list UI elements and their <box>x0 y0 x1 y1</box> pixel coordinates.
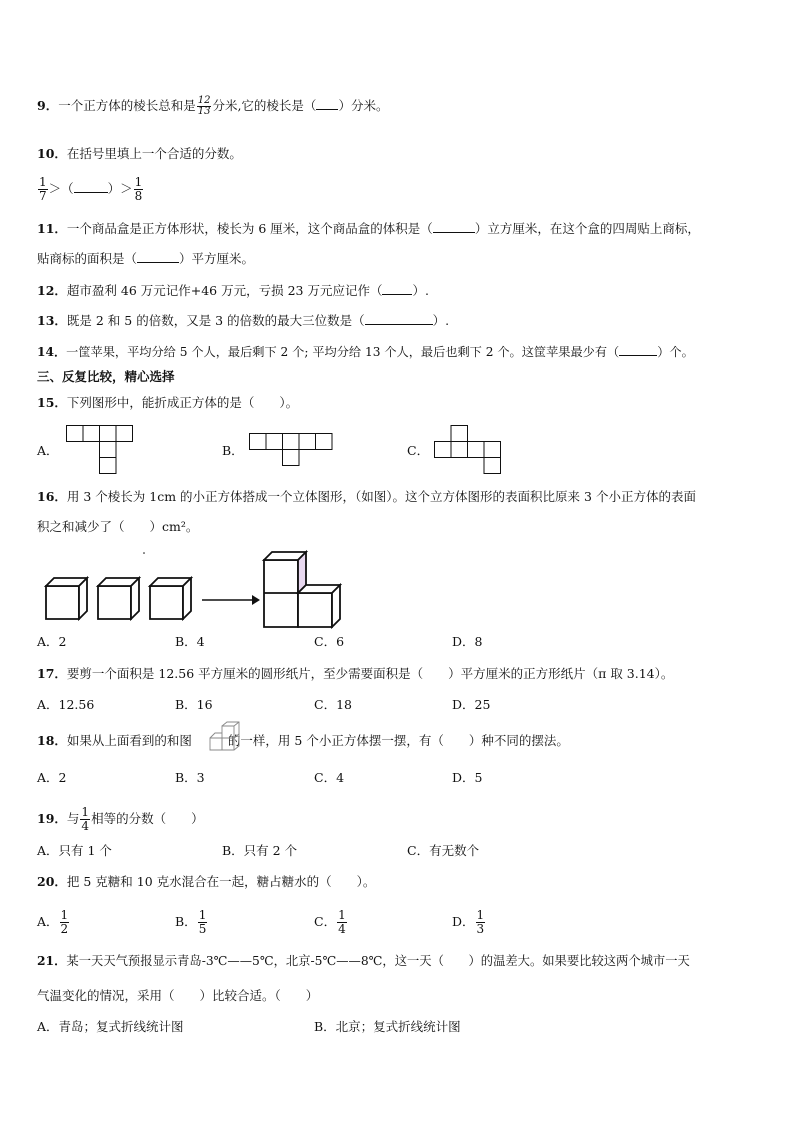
q14-number: 14． <box>37 345 67 359</box>
q15-number: 15． <box>37 395 67 410</box>
q15-option-a-label[interactable]: A． <box>37 443 59 458</box>
q20-number: 20． <box>37 874 67 889</box>
q20-option-a-label: A． <box>37 914 59 929</box>
q19-post: 相等的分数（ ） <box>91 811 204 826</box>
q18-option-c[interactable]: C．4 <box>314 770 345 785</box>
q15-net-b <box>249 433 333 467</box>
q15-net-c-cell <box>484 442 501 458</box>
q15-net-c-cell <box>451 426 468 442</box>
q10-gt-open: ＞（ <box>48 181 74 196</box>
q10-fraction-1: $\frac{1}{7}$ <box>39 175 47 203</box>
q12-text-b: ）. <box>412 283 429 298</box>
q11-blank-2[interactable] <box>137 250 179 263</box>
q16-cubes-figure <box>40 548 350 622</box>
q20-option-d-label: D． <box>452 914 475 929</box>
q13-blank[interactable] <box>365 312 433 325</box>
q21-option-b[interactable]: B．北京；复式折线统计图 <box>314 1019 461 1034</box>
q9-fraction: $\frac{12}{13}$ <box>197 95 211 117</box>
q12-text-a: 超市盈利 46 万元记作+46 万元，亏损 23 万元应记作（ <box>66 283 383 298</box>
q18-small-cubes-figure <box>208 724 244 754</box>
q15-option-c-label[interactable]: C． <box>407 443 430 458</box>
q15-net-b-cell <box>283 450 300 466</box>
q11-line-2 <box>37 250 254 267</box>
question-9 <box>37 96 388 117</box>
question-16-line-1 <box>37 489 696 505</box>
q16-arrow <box>202 595 260 605</box>
q15-net-a-cell <box>67 426 84 442</box>
q10-blank[interactable] <box>74 180 108 193</box>
q18-option-b[interactable]: B．3 <box>175 770 205 785</box>
question-19 <box>37 806 204 833</box>
q15-net-b-cell <box>299 434 316 450</box>
q13-number: 13． <box>37 313 67 328</box>
q16-stray-dot <box>143 552 145 554</box>
q15-option-b-label[interactable]: B． <box>222 443 244 458</box>
q20-option-a[interactable] <box>37 909 70 936</box>
q10-fraction-2: $\frac{1}{8}$ <box>134 175 143 203</box>
q9-text-mid: 分米,它的棱长是（ <box>212 98 317 113</box>
question-21-line-1 <box>37 953 690 969</box>
q11-line2-b: ）平方厘米。 <box>179 251 255 266</box>
q20-option-c-label: C． <box>314 914 337 929</box>
q15-net-b-cell <box>266 434 283 450</box>
q14-blank[interactable] <box>619 343 657 356</box>
q17-option-d[interactable]: D．25 <box>452 697 491 712</box>
q18-number: 18． <box>37 733 67 748</box>
q11-line1-a: 一个商品盒是正方体形状，棱长为 6 厘米，这个商品盒的体积是（ <box>66 221 433 236</box>
q15-net-c-cell <box>435 442 452 458</box>
q19-fraction: $\frac{1}{4}$ <box>81 805 90 833</box>
q19-option-b[interactable]: B．只有 2 个 <box>222 843 298 858</box>
q17-option-c[interactable]: C．18 <box>314 697 352 712</box>
q16-cube-2 <box>98 578 139 619</box>
q15-net-c <box>434 425 502 475</box>
q14-text-a: 一筐苹果，平均分给 5 个人，最后剩下 2 个; 平均分给 13 个人，最后也剩下 2 个。这筐苹果最少有（ <box>66 345 620 359</box>
q16-option-a[interactable]: A．2 <box>37 634 67 649</box>
q17-option-b[interactable]: B．16 <box>175 697 213 712</box>
q16-combined-solid <box>264 552 340 627</box>
q21-line-2: 气温变化的情况，采用（ ）比较合适。（ ） <box>37 988 319 1003</box>
q17-number: 17． <box>37 666 67 681</box>
q15-net-a-cell <box>100 426 117 442</box>
question-12 <box>37 282 429 299</box>
q16-option-d[interactable]: D．8 <box>452 634 483 649</box>
q21-number: 21． <box>37 953 67 968</box>
q10-number: 10． <box>37 146 67 161</box>
q20-text: 把 5 克糖和 10 克水混合在一起，糖占糖水的（ ）。 <box>66 874 376 889</box>
q9-text-post: ）分米。 <box>338 98 389 113</box>
q19-option-c[interactable]: C．有无数个 <box>407 843 480 858</box>
q16-option-b[interactable]: B．4 <box>175 634 205 649</box>
q12-blank[interactable] <box>382 282 412 295</box>
q20-option-b[interactable] <box>175 909 208 936</box>
q9-number: 9． <box>37 98 59 113</box>
question-10 <box>37 146 242 162</box>
q15-text: 下列图形中，能折成正方体的是（ ）。 <box>66 395 299 410</box>
q18-option-d[interactable]: D．5 <box>452 770 483 785</box>
q10-close-gt: ）＞ <box>107 181 133 196</box>
q17-text: 要剪一个面积是 12.56 平方厘米的圆形纸片，至少需要面积是（ ）平方厘米的正方形纸片（π 取 3.14）。 <box>66 666 674 681</box>
q11-line2-a: 贴商标的面积是（ <box>37 251 138 266</box>
q16-cube-1 <box>46 578 87 619</box>
q18-text-a: 如果从上面看到的和图 <box>66 733 192 748</box>
q9-text-pre: 一个正方体的棱长总和是 <box>58 98 196 113</box>
q15-net-a-cell <box>100 442 117 458</box>
q15-net-a-cell <box>116 426 133 442</box>
q11-blank-1[interactable] <box>433 220 475 233</box>
question-15 <box>37 395 298 411</box>
q15-net-b-cell <box>283 434 300 450</box>
q11-line1-b: ）立方厘米，在这个盒的四周贴上商标， <box>474 221 700 236</box>
q21-line1: 某一天天气预报显示青岛-3℃——5℃，北京-5℃——8℃，这一天（ ）的温差大。如果要比较这两个城市一天 <box>66 954 690 968</box>
q17-option-a[interactable]: A．12.56 <box>37 697 95 712</box>
question-14 <box>37 343 694 360</box>
section-3-title: 三、反复比较，精心选择 <box>37 369 175 384</box>
q15-net-b-cell <box>316 434 333 450</box>
question-13 <box>37 312 449 329</box>
q19-pre: 与 <box>66 811 80 826</box>
q20-option-d-fraction: $\frac{1}{3}$ <box>476 908 485 936</box>
q13-text-a: 既是 2 和 5 的倍数，又是 3 的倍数的最大三位数是（ <box>66 313 365 328</box>
q20-option-a-fraction: $\frac{1}{2}$ <box>60 908 69 936</box>
q18-text-b: 的一样，用 5 个小正方体摆一摆，有（ ）种不同的摆法。 <box>227 733 569 748</box>
question-17 <box>37 666 673 682</box>
q21-option-a[interactable]: A．青岛；复式折线统计图 <box>37 1019 184 1034</box>
q16-number: 16． <box>37 489 67 504</box>
q11-number: 11． <box>37 221 67 236</box>
q12-number: 12． <box>37 283 67 298</box>
q16-option-c[interactable]: C．6 <box>314 634 345 649</box>
q20-option-c-fraction: $\frac{1}{4}$ <box>338 908 346 936</box>
question-11 <box>37 220 700 237</box>
q15-net-a-cell <box>83 426 100 442</box>
q20-option-d[interactable] <box>452 909 486 936</box>
question-20 <box>37 874 375 890</box>
q20-option-c[interactable] <box>314 909 348 936</box>
q19-option-a[interactable]: A．只有 1 个 <box>37 843 112 858</box>
q15-net-c-cell <box>484 458 501 474</box>
q15-net-c-cell <box>468 442 485 458</box>
q16-cube-3 <box>150 578 191 619</box>
q10-text: 在括号里填上一个合适的分数。 <box>66 146 242 161</box>
q14-text-b: ）个。 <box>657 345 694 359</box>
q15-net-a <box>66 425 134 475</box>
q9-blank[interactable] <box>316 97 338 110</box>
q16-line-2: 积之和减少了（ ）cm²。 <box>37 519 199 534</box>
q19-number: 19． <box>37 811 67 826</box>
q15-net-c-cell <box>451 442 468 458</box>
q18-option-a[interactable]: A．2 <box>37 770 67 785</box>
q20-option-b-fraction: $\frac{1}{5}$ <box>198 908 207 936</box>
q13-text-b: ）. <box>432 313 450 328</box>
q16-line1: 用 3 个棱长为 1cm 的小正方体搭成一个立体图形，（如图）。这个立方体图形的表面积比原来 3 个小正方体的表面 <box>66 489 696 504</box>
q20-option-b-label: B． <box>175 914 197 929</box>
q10-expression <box>37 176 144 203</box>
q15-net-a-cell <box>100 458 117 474</box>
question-18 <box>37 733 569 749</box>
q15-net-b-cell <box>250 434 267 450</box>
